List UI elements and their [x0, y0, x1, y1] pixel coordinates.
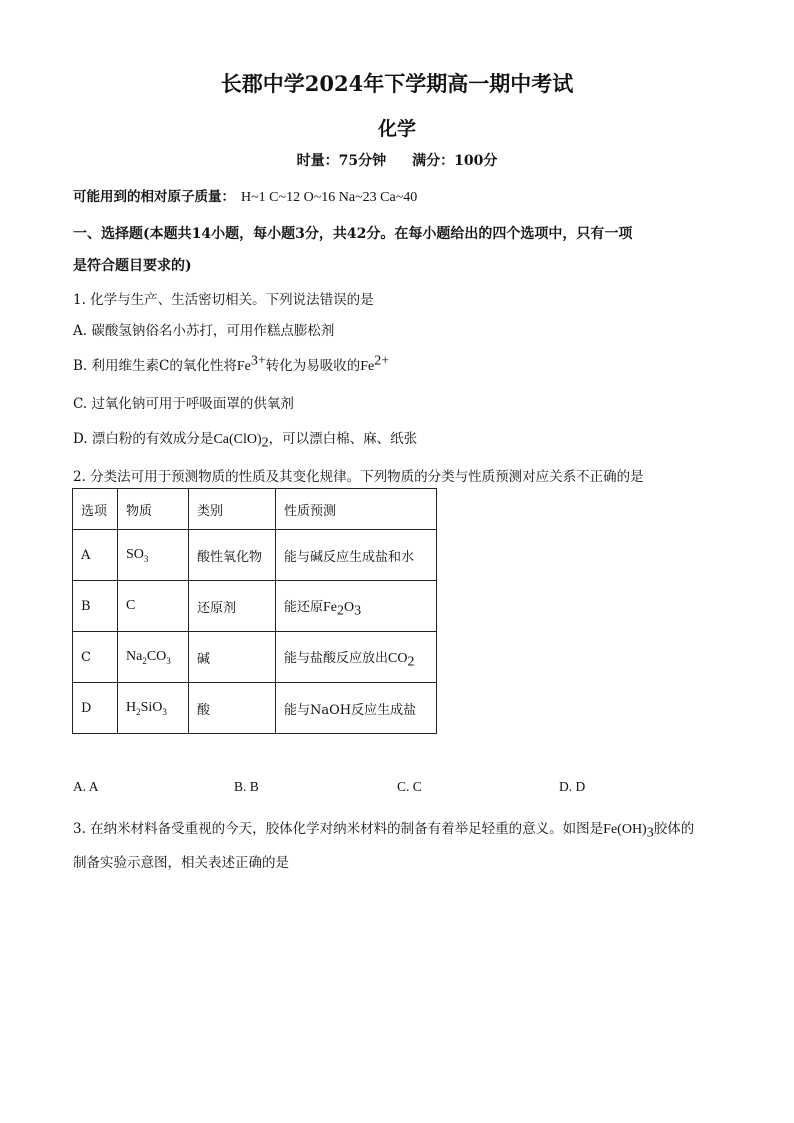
table-cell-category: 酸: [189, 683, 276, 734]
q1-stem: 1. 化学与生产、生活密切相关。下列说法错误的是: [73, 292, 374, 308]
exam-time: 时量：75分钟: [296, 153, 387, 169]
table-header: 物质: [118, 489, 189, 530]
atomic-masses-label: 可能用到的相对原子质量：: [73, 189, 235, 205]
table-header: 性质预测: [276, 489, 437, 530]
table-cell-category: 酸性氧化物: [189, 530, 276, 581]
table-cell-substance: $H_2SiO_3$: [118, 683, 189, 734]
table-cell-category: 碱: [189, 632, 276, 683]
table-header: 类别: [189, 489, 276, 530]
exam-meta: [0, 150, 794, 170]
table-header: 选项: [73, 489, 118, 530]
q3-stem-line2: 制备实验示意图，相关表述正确的是: [73, 855, 289, 871]
table-header-row: [73, 489, 437, 530]
table-row: [73, 632, 437, 683]
table-cell-option: A: [73, 530, 118, 581]
q2-option-c: C. C: [397, 779, 422, 794]
table-cell-substance: C: [118, 581, 189, 632]
table-row: [73, 683, 437, 734]
q2-option-b: B. B: [234, 779, 259, 794]
q2-table: [72, 488, 437, 734]
table-row: [73, 581, 437, 632]
exam-subject: 化学: [377, 118, 416, 140]
q1-option-c: C. 过氧化钠可用于呼吸面罩的供氧剂: [73, 396, 294, 412]
exam-title: 长郡中学2024年下学期高一期中考试: [220, 71, 574, 96]
table-cell-substance: $SO_3$: [118, 530, 189, 581]
q1-option-d: D. 漂白粉的有效成分是$Ca(ClO)_2$，可以漂白棉、麻、纸张: [73, 431, 418, 451]
atomic-masses: [73, 185, 417, 206]
table-row: [73, 530, 437, 581]
table-cell-prediction: 能与NaOH反应生成盐: [276, 683, 437, 734]
table-cell-substance: $Na_2CO_3$: [118, 632, 189, 683]
section-heading-line2: 是符合题目要求的): [73, 258, 192, 274]
exam-score: 满分：100分: [412, 153, 498, 169]
table-cell-option: B: [73, 581, 118, 632]
atomic-masses-values: H~1 C~12 O~16 Na~23 Ca~40: [241, 190, 418, 205]
table-cell-option: C: [73, 632, 118, 683]
table-cell-category: 还原剂: [189, 581, 276, 632]
table-cell-prediction: 能还原$Fe_2O_3$: [276, 581, 437, 632]
table-cell-prediction: 能与盐酸反应放出$CO_2$: [276, 632, 437, 683]
q2-stem: 2. 分类法可用于预测物质的性质及其变化规律。下列物质的分类与性质预测对应关系不正确的是: [73, 469, 644, 485]
q1-option-a: A. 碳酸氢钠俗名小苏打，可用作糕点膨松剂: [73, 323, 335, 339]
table-cell-prediction: 能与碱反应生成盐和水: [276, 530, 437, 581]
q3-stem-line1: 3. 在纳米材料备受重视的今天，胶体化学对纳米材料的制备有着举足轻重的意义。如图是$Fe(OH)_3$胶体的: [73, 821, 695, 841]
q2-option-a: A. A: [73, 779, 99, 794]
section-heading-line1: 一、选择题(本题共14小题，每小题3分，共42分。在每小题给出的四个选项中，只有一项: [73, 226, 633, 242]
table-cell-option: D: [73, 683, 118, 734]
q2-option-d: D. D: [559, 779, 586, 794]
q1-option-b: B. 利用维生素C的氧化性将$Fe^{3+}$转化为易吸收的$Fe^{2+}$: [73, 353, 390, 374]
